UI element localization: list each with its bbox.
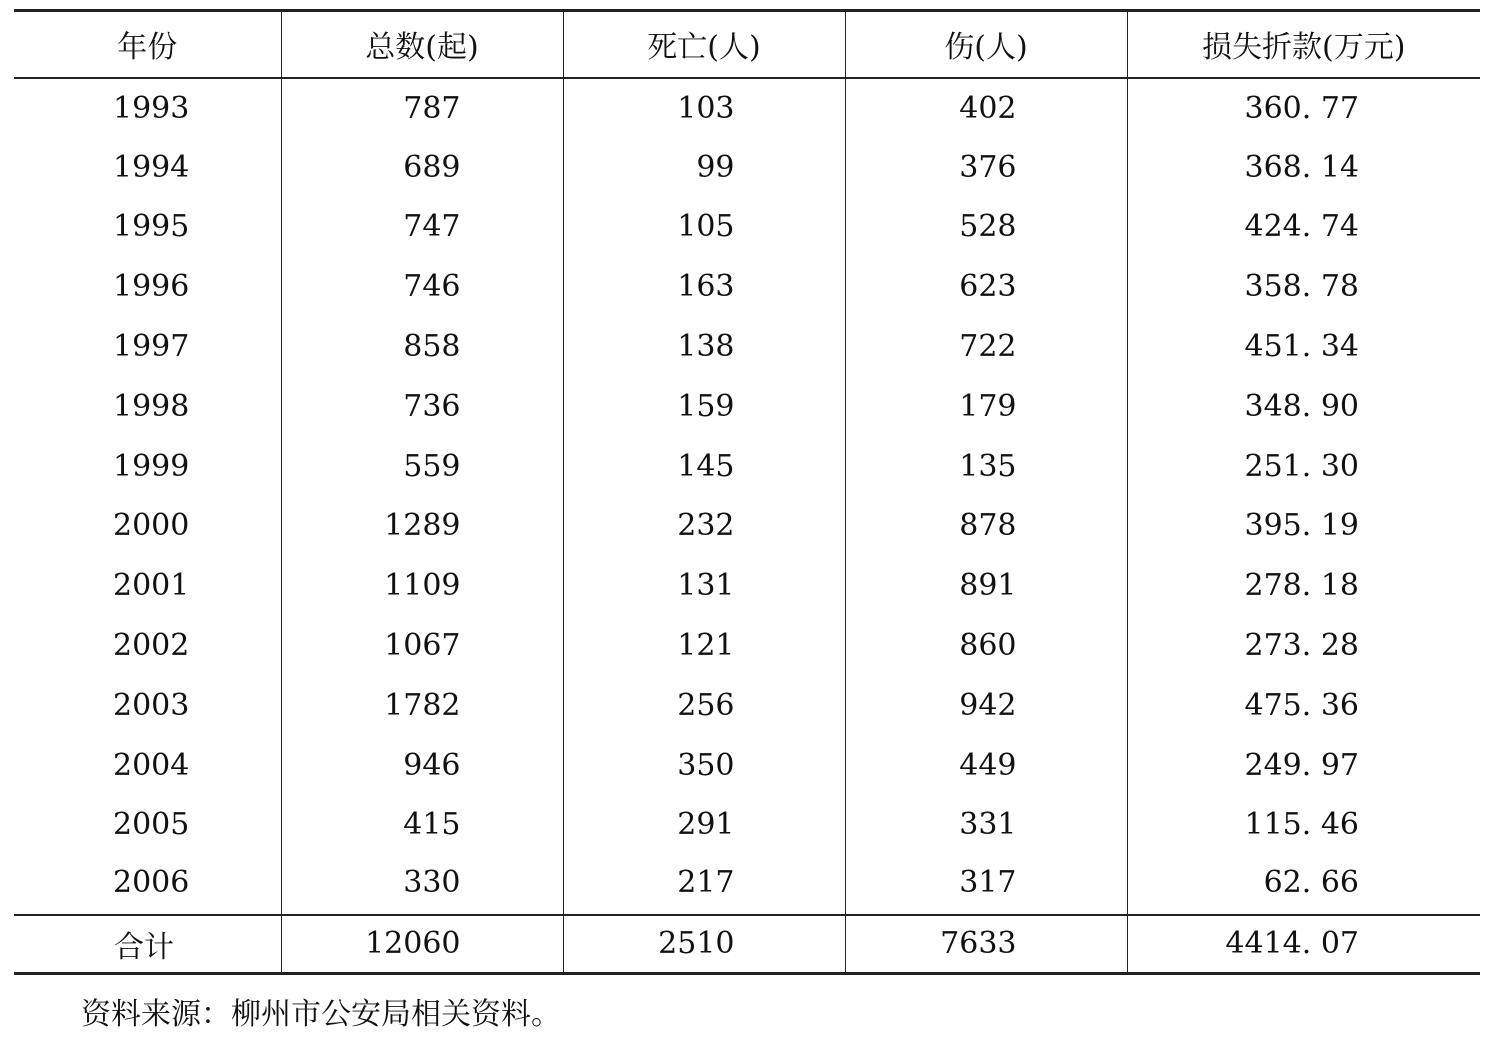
cell-loss: 360. 77 — [1127, 78, 1480, 138]
cell-total-count: 415 — [281, 795, 563, 855]
cell-injured: 449 — [845, 735, 1127, 795]
cell-injured: 623 — [845, 257, 1127, 317]
cell-injured: 317 — [845, 855, 1127, 915]
cell-total-count: 787 — [281, 78, 563, 138]
cell-loss: 249. 97 — [1127, 735, 1480, 795]
total-count: 12060 — [281, 915, 563, 974]
total-loss: 4414. 07 — [1127, 915, 1480, 974]
header-total-count: 总数(起) — [281, 11, 563, 78]
header-loss: 损失折款(万元) — [1127, 11, 1480, 78]
table-row — [14, 257, 1480, 317]
cell-total-count: 1289 — [281, 496, 563, 556]
cell-total-count: 858 — [281, 317, 563, 377]
cell-total-count: 689 — [281, 137, 563, 197]
table-row — [14, 376, 1480, 436]
cell-year: 1998 — [113, 388, 190, 424]
cell-loss: 424. 74 — [1127, 197, 1480, 257]
cell-total-count: 330 — [281, 855, 563, 915]
cell-year: 1999 — [113, 448, 190, 484]
cell-injured: 528 — [845, 197, 1127, 257]
table-row — [14, 137, 1480, 197]
cell-year: 2006 — [113, 865, 190, 901]
table-footer — [14, 915, 1480, 974]
cell-year: 1996 — [113, 269, 190, 305]
cell-deaths: 291 — [563, 795, 845, 855]
cell-deaths: 145 — [563, 436, 845, 496]
cell-year: 1995 — [113, 209, 190, 245]
cell-year: 2002 — [113, 628, 190, 664]
table-row — [14, 616, 1480, 676]
table-row — [14, 735, 1480, 795]
header-year: 年份 — [117, 30, 178, 66]
cell-deaths: 163 — [563, 257, 845, 317]
total-row — [14, 915, 1480, 974]
cell-injured: 402 — [845, 78, 1127, 138]
cell-deaths: 105 — [563, 197, 845, 257]
table-header — [14, 11, 1480, 78]
cell-loss: 251. 30 — [1127, 436, 1480, 496]
cell-deaths: 103 — [563, 78, 845, 138]
table-row — [14, 317, 1480, 377]
cell-loss: 368. 14 — [1127, 137, 1480, 197]
cell-injured: 878 — [845, 496, 1127, 556]
cell-injured: 722 — [845, 317, 1127, 377]
cell-deaths: 217 — [563, 855, 845, 915]
cell-deaths: 159 — [563, 376, 845, 436]
total-label: 合计 — [114, 929, 174, 965]
cell-injured: 179 — [845, 376, 1127, 436]
cell-injured: 860 — [845, 616, 1127, 676]
cell-injured: 331 — [845, 795, 1127, 855]
table-row — [14, 855, 1480, 915]
header-injured: 伤(人) — [845, 11, 1127, 78]
cell-year: 2004 — [113, 747, 190, 783]
cell-year: 2005 — [113, 807, 190, 843]
cell-deaths: 138 — [563, 317, 845, 377]
cell-injured: 135 — [845, 436, 1127, 496]
table-row — [14, 197, 1480, 257]
cell-loss: 451. 34 — [1127, 317, 1480, 377]
cell-total-count: 746 — [281, 257, 563, 317]
cell-year: 2000 — [113, 508, 190, 544]
table-row — [14, 795, 1480, 855]
table-row — [14, 436, 1480, 496]
table-row — [14, 556, 1480, 616]
total-injured: 7633 — [845, 915, 1127, 974]
cell-total-count: 736 — [281, 376, 563, 436]
cell-total-count: 747 — [281, 197, 563, 257]
cell-total-count: 1782 — [281, 675, 563, 735]
statistics-table — [14, 9, 1480, 975]
source-note: 资料来源：柳州市公安局相关资料。 — [81, 997, 561, 1032]
cell-year: 1993 — [113, 91, 190, 127]
cell-loss: 395. 19 — [1127, 496, 1480, 556]
table-row — [14, 496, 1480, 556]
cell-total-count: 559 — [281, 436, 563, 496]
total-deaths: 2510 — [563, 915, 845, 974]
cell-total-count: 946 — [281, 735, 563, 795]
table-row — [14, 675, 1480, 735]
cell-injured: 376 — [845, 137, 1127, 197]
cell-loss: 273. 28 — [1127, 616, 1480, 676]
cell-deaths: 350 — [563, 735, 845, 795]
cell-loss: 475. 36 — [1127, 675, 1480, 735]
table-row — [14, 78, 1480, 138]
cell-loss: 348. 90 — [1127, 376, 1480, 436]
header-row — [14, 11, 1480, 78]
cell-year: 1997 — [113, 329, 190, 365]
cell-deaths: 131 — [563, 556, 845, 616]
cell-year: 2001 — [113, 568, 190, 604]
cell-loss: 358. 78 — [1127, 257, 1480, 317]
cell-total-count: 1067 — [281, 616, 563, 676]
cell-injured: 891 — [845, 556, 1127, 616]
cell-deaths: 121 — [563, 616, 845, 676]
cell-deaths: 232 — [563, 496, 845, 556]
header-deaths: 死亡(人) — [563, 11, 845, 78]
cell-year: 1994 — [113, 149, 190, 185]
cell-total-count: 1109 — [281, 556, 563, 616]
cell-loss: 62. 66 — [1127, 855, 1480, 915]
cell-loss: 115. 46 — [1127, 795, 1480, 855]
table-body — [14, 78, 1480, 915]
cell-deaths: 256 — [563, 675, 845, 735]
cell-injured: 942 — [845, 675, 1127, 735]
cell-loss: 278. 18 — [1127, 556, 1480, 616]
cell-deaths: 99 — [563, 137, 845, 197]
cell-year: 2003 — [113, 687, 190, 723]
